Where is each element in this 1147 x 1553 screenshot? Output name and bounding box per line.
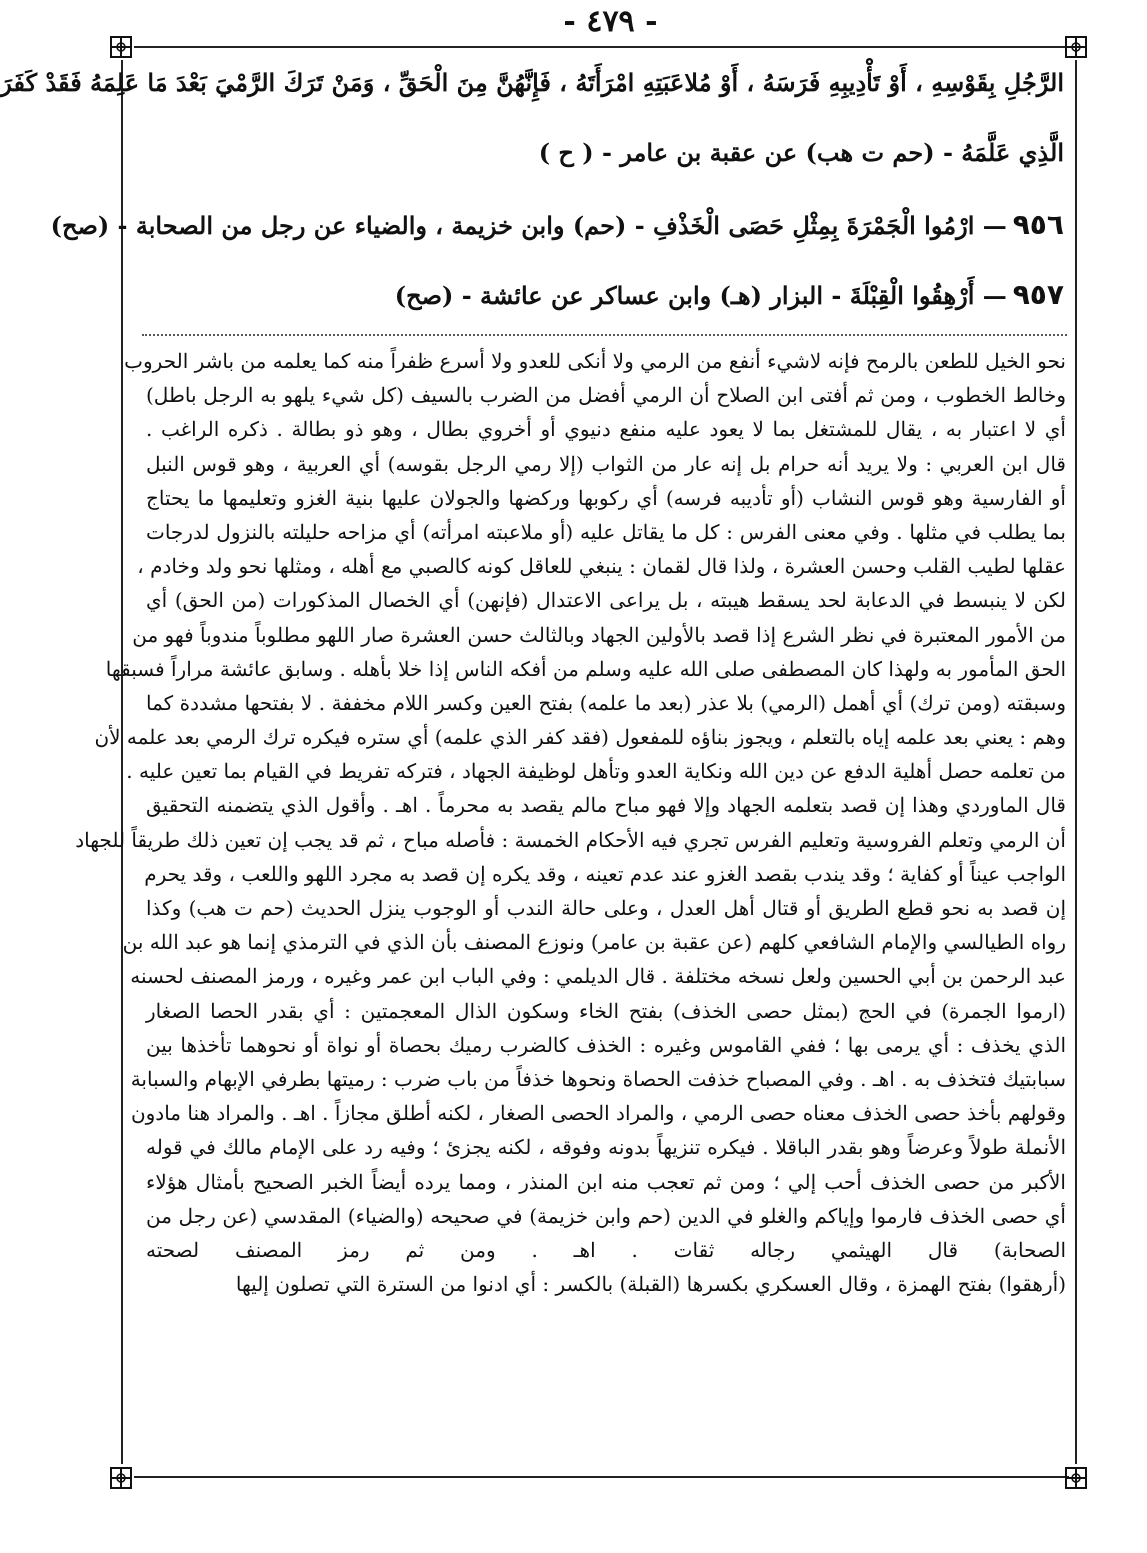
commentary-line: من تعلمه حصل أهلية الدفع عن دين الله ونكاية العدو وتأهل لوظيفة الجهاد ، فتركه تفريط في القيام بما تعين عليه .	[126, 759, 1066, 784]
commentary-line: قال الماوردي وهذا إن قصد بتعلمه الجهاد وإلا فهو مباح مالم يقصد به محرماً . اهـ . وأقول الذي يتضمنه التحقيق	[146, 793, 1066, 818]
hadith-text-line: الرَّجُلِ بِقَوْسِهِ ، أَوْ تَأْدِيبِهِ فَرَسَهُ ، أَوْ مُلاعَبَتِهِ امْرَأَتَهُ ، فَإِنَّهُنَّ مِنَ الْحَقِّ ، وَمَنْ تَرَكَ الرَّمْيَ بَعْدَ مَا عَلِمَهُ فَقَدْ كَفَرَ	[0, 68, 1064, 97]
hadith-957	[144, 278, 1064, 311]
page-number: - ٤٧٩ -	[563, 4, 658, 39]
commentary-line: لكن لا ينبسط في الدعابة لحد يسقط هيبته ، بل يراعى الاعتدال (فإنهن) أي الخصال المذكورات (من الحق) أي	[146, 588, 1066, 613]
frame-bottom-border	[134, 1476, 1069, 1478]
commentary-line: الذي يخذف : أي يرمى بها ؛ ففي القاموس وغيره : الخذف كالضرب رميك بحصاة أو نواة أو نحوهما تأخذها بين	[146, 1032, 1066, 1057]
hadith-number: ٩٥٦	[1012, 208, 1064, 241]
frame-right-border	[1075, 60, 1077, 1464]
commentary-line: سبابتيك فتخذف به . اهـ . وفي المصباح خذفت الحصاة ونحوها خذفاً من باب ضرب : رميتها بطرفي الإبهام والسبابة	[130, 1066, 1066, 1091]
commentary-line: الواجب عيناً أو كفاية ؛ وقد يندب بقصد الغزو عند عدم تعينه ، وقد يكره إن قصد به مجرد اللهو واللعب ، وقد يحرم	[144, 861, 1066, 886]
hadith-text: — أَرْهِقُوا الْقِبْلَةَ - البزار (هـ) وابن عساكر عن عائشة - (صح)	[394, 281, 1007, 310]
commentary-line: عبد الرحمن بن أبي الحسين ولعل نسخه مختلفة . قال الديلمي : وفي الباب ابن عمر وغيره ، ورمز المصنف لحسنه	[130, 964, 1066, 989]
commentary-line: أن الرمي وتعلم الفروسية وتعليم الفرس تجري فيه الأحكام الخمسة : فأصله مباح ، ثم قد يجب إن تعين ذلك طريقاً للجهاد	[75, 827, 1066, 852]
commentary-line: الأكبر من حصى الخذف أحب إلي ؛ ومن ثم تعجب منه ابن المنذر ، ومما يرده أيضاً الخبر الصحيح بأمثال هؤلاء	[146, 1169, 1066, 1194]
corner-ornament-icon	[109, 1466, 133, 1490]
commentary-line: أي حصى الخذف فارموا وإياكم والغلو في الدين (حم وابن خزيمة) في صحيحه (والضياء) المقدسي (عن رجل من	[146, 1203, 1066, 1228]
corner-ornament-icon	[1064, 35, 1088, 59]
hadith-number: ٩٥٧	[1012, 278, 1064, 311]
commentary-line: الحق المأمور به ولهذا كان المصطفى صلى الله عليه وسلم من أفكه الناس إذا خلا بأهله . وسابق عائشة مراراً فسبقها	[105, 656, 1066, 681]
commentary-line: بما يطلب في مثلها . وفي معنى الفرس : كل ما يقاتل عليه (أو ملاعبته امرأته) أي مزاحه حليلته بالنزول لدرجات	[146, 519, 1066, 544]
hadith-text: — ارْمُوا الْجَمْرَةَ بِمِثْلِ حَصَى الْخَذْفِ - (حم) وابن خزيمة ، والضياء عن رجل من الصحابة - (صح)	[50, 211, 1007, 240]
commentary-line: الأنملة طولاً وعرضاً وهو بقدر الباقلا . فيكره تنزيهاً بدونه وفوقه ، لكنه يجزئ ؛ وفيه رد على الإمام مالك في قوله	[146, 1135, 1066, 1160]
commentary-line: إن قصد به نحو قطع الطريق أو قتال أهل العدل ، وعلى حالة الندب أو الوجوب ينزل الحديث (حم ت هب) وكذا	[146, 896, 1067, 920]
frame-left-border	[121, 60, 123, 1464]
commentary-block	[75, 344, 1067, 1301]
commentary-line: أي لا اعتبار به ، يقال للمشتغل بما لا يعود عليه منفع دنيوي أو أخروي بطال ، وهو ذو بطالة . ذكره الراغب .	[146, 417, 1066, 442]
hadith-956	[50, 208, 1064, 241]
commentary-line: وقولهم بأخذ حصى الخذف معناه حصى الرمي ، والمراد الحصى الصغار ، لكنه أطلق مجازاً . اهـ . والمراد هنا مادون	[130, 1101, 1066, 1126]
frame-top-border	[134, 46, 1069, 48]
commentary-line: نحو الخيل للطعن بالرمح فإنه لاشيء أنفع من الرمي ولا أنكى للعدو ولا أسرع ظفراً منه كما يعلمه من باشر الحروب	[124, 349, 1066, 373]
hadith-source-line: الَّذِي عَلَّمَهُ - (حم ت هب) عن عقبة بن عامر - ( ح )	[538, 138, 1064, 167]
commentary-line: من الأمور المعتبرة في نظر الشرع إذا قصد بالأولين الجهاد وبالثالث حسن العشرة صار اللهو مطلوباً مندوباً فهو من	[132, 622, 1066, 647]
corner-ornament-icon	[1064, 1466, 1088, 1490]
commentary-line: الصحابة) قال الهيثمي رجاله ثقات . اهـ . ومن ثم رمز المصنف لصحته	[146, 1237, 1066, 1262]
section-divider	[142, 334, 1067, 336]
commentary-line: وهم : يعني بعد علمه إياه بالتعلم ، ويجوز بناؤه للمفعول (فقد كفر الذي علمه) أي ستره فيكره ترك الرمي بعد علمه لأن	[94, 725, 1066, 750]
commentary-line: (ارموا الجمرة) في الحج (بمثل حصى الخذف) بفتح الخاء وسكون الذال المعجمتين : أي بقدر الحصا الصغار	[146, 998, 1066, 1023]
corner-ornament-icon	[109, 35, 133, 59]
commentary-line: وسبقته (ومن ترك) أي أهمل (الرمي) بلا عذر (بعد ما علمه) بفتح العين وكسر اللام مخففة . لا بفتحها مشددة كما	[146, 690, 1066, 715]
commentary-line: عقلها لطيب القلب وحسن العشرة ، ولذا قال لقمان : ينبغي للعاقل كونه كالصبي مع أهله ، ومثلها نحو ولد وخادم ،	[137, 554, 1066, 579]
commentary-line: (أرهقوا) بفتح الهمزة ، وقال العسكري بكسرها (القبلة) بالكسر : أي ادنوا من السترة التي تصلون إليها	[235, 1272, 1066, 1297]
commentary-line: رواه الطيالسي والإمام الشافعي كلهم (عن عقبة بن عامر) ونوزع المصنف بأن الذي في الترمذي إنما هو عبد الله بن	[122, 930, 1066, 955]
commentary-line: وخالط الخطوب ، ومن ثم أفتى ابن الصلاح أن الرمي أفضل من الضرب بالسيف (كل شيء يلهو به الرجل باطل)	[146, 383, 1066, 408]
commentary-line: قال ابن العربي : ولا يريد أنه حرام بل إنه عار من الثواب (إلا رمي الرجل بقوسه) أي العربية ، وهو قوس النبل	[146, 451, 1066, 476]
commentary-line: أو الفارسية وهو قوس النشاب (أو تأديبه فرسه) أي ركوبها وركضها والجولان عليها بنية الغزو وتعليمها ما يحتاج	[146, 485, 1066, 510]
